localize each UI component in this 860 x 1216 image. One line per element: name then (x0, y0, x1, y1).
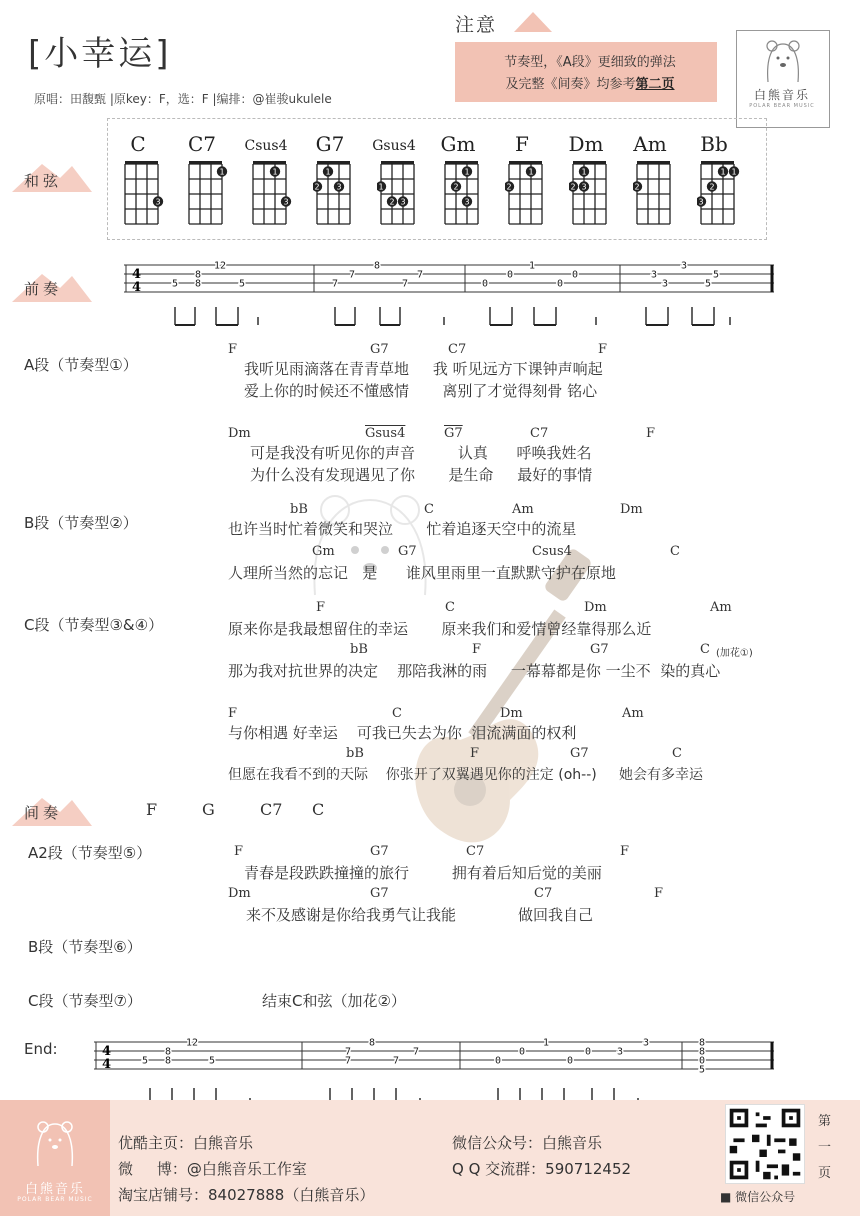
chord-symbol: F (620, 844, 630, 859)
fill-note: (加花①) (716, 648, 753, 659)
chord-symbol: bB (350, 642, 368, 657)
chord-symbol: C (672, 746, 682, 761)
lyric-line: 我听见雨滴落在青青草地 我 听见远方下课钟声响起 (244, 360, 603, 378)
finger-number: 3 (581, 182, 587, 192)
page-label-1: 第 (818, 1114, 832, 1129)
tab-fret-number: 7 (344, 1055, 352, 1067)
tab-fret-number: 7 (348, 269, 356, 281)
tab-fret-number: 8 (164, 1055, 172, 1067)
tab-fret-number: 7 (392, 1055, 400, 1067)
tab-fret-number: 8 (373, 260, 381, 272)
chord-symbol: Am (512, 502, 534, 517)
notice-label: 注意 (455, 14, 498, 36)
qq-group-info: Q Q 交流群：590712452 (452, 1160, 632, 1178)
triangle-decoration-icon (512, 10, 554, 34)
section-a2-label: A2段（节奏型⑤） (28, 844, 152, 862)
chord-diagram-label: G7 (315, 132, 345, 156)
tab-fret-number: 3 (680, 260, 688, 272)
finger-number: 1 (731, 167, 737, 177)
chord-symbol: G7 (370, 886, 389, 901)
tab-fret-number: 8 (164, 1046, 172, 1058)
chord-symbol: C7 (466, 844, 485, 859)
chord-diagrams (113, 130, 763, 230)
tab-fret-number: 12 (185, 1037, 199, 1049)
qr-caption: ■ 微信公众号 (720, 1190, 796, 1204)
notice-text (470, 52, 710, 96)
tab-fret-number: 7 (344, 1046, 352, 1058)
chord-symbol: F (470, 746, 480, 761)
chord-symbol: F (654, 886, 664, 901)
chord-diagram-c7 (185, 158, 241, 226)
lyric-line: 为什么没有发现遇见了你 是生命 最好的事情 (250, 466, 593, 484)
chord-diagram-label: Am (633, 132, 667, 156)
chord-diagram-bb (697, 158, 753, 226)
chord-symbol: C7 (530, 426, 549, 441)
youku-link[interactable]: 优酷主页：白熊音乐 (118, 1134, 254, 1152)
polar-bear-icon (764, 38, 802, 84)
chord-symbol: Csus4 (532, 544, 572, 559)
interlude-label: 间奏 (24, 804, 63, 822)
tab-fret-number: 7 (416, 269, 424, 281)
chord-diagram-label: Bb (700, 132, 728, 156)
finger-number: 3 (283, 197, 289, 207)
lyric-line: 但愿在我看不到的天际 你张开了双翼遇见你的注定 (oh--) 她会有多幸运 (228, 767, 703, 783)
time-signature: 4 (102, 1044, 112, 1059)
chord-diagram-dm (569, 158, 625, 226)
section-b-label: B段（节奏型②） (24, 514, 138, 532)
chord-symbol: bB (290, 502, 308, 517)
chord-symbol: G (202, 800, 215, 819)
intro-label: 前奏 (24, 280, 63, 298)
tab-fret-number: 5 (712, 269, 720, 281)
finger-number: 2 (314, 182, 320, 192)
notice-line1: 节奏型，《A段》更细致的弹法 (504, 55, 676, 70)
chord-symbol: F (316, 600, 326, 615)
section-a-label: A段（节奏型①） (24, 356, 138, 374)
footer-logo-name: 白熊音乐 (24, 1182, 85, 1197)
chord-symbol: Gm (312, 544, 335, 559)
footer-logo-sub: POLAR BEAR MUSIC (17, 1196, 93, 1203)
tab-fret-number: 3 (650, 269, 658, 281)
chord-diagram-g7 (313, 158, 369, 226)
finger-number: 3 (155, 197, 161, 207)
chord-symbol: G7 (444, 426, 463, 441)
chord-diagram-label: C (130, 132, 146, 156)
finger-number: 1 (528, 167, 534, 177)
tab-fret-number: 7 (331, 278, 339, 290)
chord-symbol: Am (622, 706, 644, 721)
wechat-info: 微信公众号：白熊音乐 (452, 1134, 603, 1152)
finger-number: 1 (272, 167, 278, 177)
tab-fret-number: 1 (542, 1037, 550, 1049)
tab-fret-number: 0 (584, 1046, 592, 1058)
tab-fret-number: 3 (642, 1037, 650, 1049)
finger-number: 3 (400, 197, 406, 207)
ending-note: 结束C和弦（加花②） (262, 992, 406, 1010)
time-signature: 4 (132, 280, 142, 295)
tab-fret-number: 5 (704, 278, 712, 290)
taobao-link[interactable]: 淘宝店铺号：84027888（白熊音乐） (118, 1186, 375, 1204)
tab-fret-number: 5 (208, 1055, 216, 1067)
tab-fret-number: 12 (213, 260, 227, 272)
chord-symbol: Dm (228, 886, 251, 901)
chord-symbol: G7 (570, 746, 589, 761)
page-label-2: 一 (818, 1140, 832, 1155)
chord-diagram-c (121, 158, 177, 226)
qr-code-icon[interactable] (725, 1104, 805, 1184)
finger-number: 3 (698, 197, 704, 207)
chord-symbol: Gsus4 (365, 426, 406, 441)
chord-symbol: F (228, 342, 238, 357)
tab-fret-number: 0 (698, 1055, 706, 1067)
chord-symbol: C (700, 642, 710, 657)
chord-symbol: C7 (448, 342, 467, 357)
tab-fret-number: 7 (401, 278, 409, 290)
lyric-line: 青春是段跌跌撞撞的旅行 拥有着后知后觉的美丽 (244, 864, 602, 882)
chord-symbol: F (646, 426, 656, 441)
tab-fret-number: 5 (698, 1064, 706, 1076)
finger-number: 2 (634, 182, 640, 192)
lyric-line: 爱上你的时候还不懂感情 离别了才觉得刻骨 铭心 (244, 382, 598, 400)
chord-symbol: Dm (500, 706, 523, 721)
tab-fret-number: 0 (571, 269, 579, 281)
tab-fret-number: 0 (556, 278, 564, 290)
chord-symbol: Dm (620, 502, 643, 517)
song-credits: 原唱：田馥甄 |原key：F，选：F |编排：@崔骏ukulele (34, 92, 332, 106)
notice-line2-prefix: 及完整《间奏》均参考 (505, 77, 636, 92)
lyric-line: 原来你是我最想留住的幸运 原来我们和爱情曾经靠得那么近 (228, 620, 652, 638)
finger-number: 2 (453, 182, 459, 192)
chord-diagram-label: C7 (187, 132, 217, 156)
chord-symbol: C (392, 706, 402, 721)
finger-number: 1 (581, 167, 587, 177)
chord-label: 和弦 (24, 172, 63, 190)
chord-symbol: C7 (534, 886, 553, 901)
chord-symbol: G7 (370, 342, 389, 357)
section-c-label: C段（节奏型③&④） (24, 616, 164, 634)
chord-symbol: F (472, 642, 482, 657)
chord-symbol: C (445, 600, 455, 615)
tab-fret-number: 1 (528, 260, 536, 272)
lyric-line: 也许当时忙着微笑和哭泣 忙着追逐天空中的流星 (228, 520, 577, 538)
logo-name: 白熊音乐 (753, 88, 810, 102)
lyric-line: 可是我没有听见你的声音 认真 呼唤我姓名 (250, 444, 592, 462)
chord-diagram-label: Dm (568, 132, 604, 156)
notice-page-ref: 第二页 (635, 77, 675, 92)
chord-diagram-f (505, 158, 561, 226)
intro-tab-staff (120, 255, 780, 335)
chord-symbol: G7 (398, 544, 417, 559)
tab-fret-number: 3 (661, 278, 669, 290)
finger-number: 3 (336, 182, 342, 192)
chord-diagram-csus4 (249, 158, 305, 226)
tab-fret-number: 5 (171, 278, 179, 290)
time-signature: 4 (102, 1057, 112, 1072)
section-c2-label: C段（节奏型⑦） (28, 992, 142, 1010)
chord-diagram-gm (441, 158, 497, 226)
chord-symbol: bB (346, 746, 364, 761)
finger-number: 1 (720, 167, 726, 177)
chord-symbol: C (424, 502, 434, 517)
finger-number: 1 (378, 182, 384, 192)
chord-diagram-gsus4 (377, 158, 433, 226)
tab-fret-number: 8 (194, 269, 202, 281)
tab-fret-number: 8 (698, 1037, 706, 1049)
chord-symbol: F (146, 800, 158, 819)
chord-diagram-label: F (515, 132, 529, 156)
chord-symbol: C7 (260, 800, 283, 819)
finger-number: 1 (325, 167, 331, 177)
tab-fret-number: 3 (616, 1046, 624, 1058)
chord-diagram-label: Gm (440, 132, 476, 156)
tab-fret-number: 8 (368, 1037, 376, 1049)
tab-fret-number: 0 (506, 269, 514, 281)
chord-symbol: F (598, 342, 608, 357)
polar-bear-icon (34, 1118, 76, 1168)
tab-fret-number: 5 (141, 1055, 149, 1067)
logo-sub: POLAR BEAR MUSIC (749, 103, 815, 109)
chord-symbol: F (228, 706, 238, 721)
lyric-line: 来不及感谢是你给我勇气让我能 做回我自己 (246, 906, 593, 924)
chord-symbol: C (670, 544, 680, 559)
lyric-line: 那为我对抗世界的决定 那陪我淋的雨 一幕幕都是你 一尘不 染的真心 (228, 662, 721, 680)
tab-fret-number: 0 (518, 1046, 526, 1058)
tab-fret-number: 8 (698, 1046, 706, 1058)
page-title: [小幸运] (28, 34, 172, 74)
chord-symbol: G7 (590, 642, 609, 657)
section-b2-label: B段（节奏型⑥） (28, 938, 142, 956)
chord-symbol: C (312, 800, 325, 819)
chord-diagram-label: Gsus4 (372, 138, 416, 154)
finger-number: 2 (570, 182, 576, 192)
tab-fret-number: 7 (412, 1046, 420, 1058)
weibo-link[interactable]: 微 博：@白熊音乐工作室 (118, 1160, 307, 1178)
chord-symbol: Dm (584, 600, 607, 615)
finger-number: 2 (709, 182, 715, 192)
chord-symbol: Dm (228, 426, 251, 441)
lyric-line: 与你相遇 好幸运 可我已失去为你 泪流满面的权利 (228, 724, 577, 742)
finger-number: 1 (464, 167, 470, 177)
tab-fret-number: 0 (481, 278, 489, 290)
chord-diagram-am (633, 158, 689, 226)
page-label-3: 页 (818, 1166, 832, 1181)
end-label: End: (24, 1040, 58, 1058)
chord-symbol: G7 (370, 844, 389, 859)
chord-diagram-label: Csus4 (244, 138, 288, 154)
finger-number: 1 (219, 167, 225, 177)
time-signature: 4 (132, 267, 142, 282)
tab-fret-number: 0 (494, 1055, 502, 1067)
chord-symbol: F (234, 844, 244, 859)
chord-symbol: Am (710, 600, 732, 615)
finger-number: 2 (506, 182, 512, 192)
tab-fret-number: 8 (194, 278, 202, 290)
finger-number: 2 (389, 197, 395, 207)
lyric-line: 人理所当然的忘记 是 谁风里雨里一直默默守护在原地 (228, 564, 616, 582)
tab-fret-number: 0 (566, 1055, 574, 1067)
finger-number: 3 (464, 197, 470, 207)
tab-fret-number: 5 (238, 278, 246, 290)
